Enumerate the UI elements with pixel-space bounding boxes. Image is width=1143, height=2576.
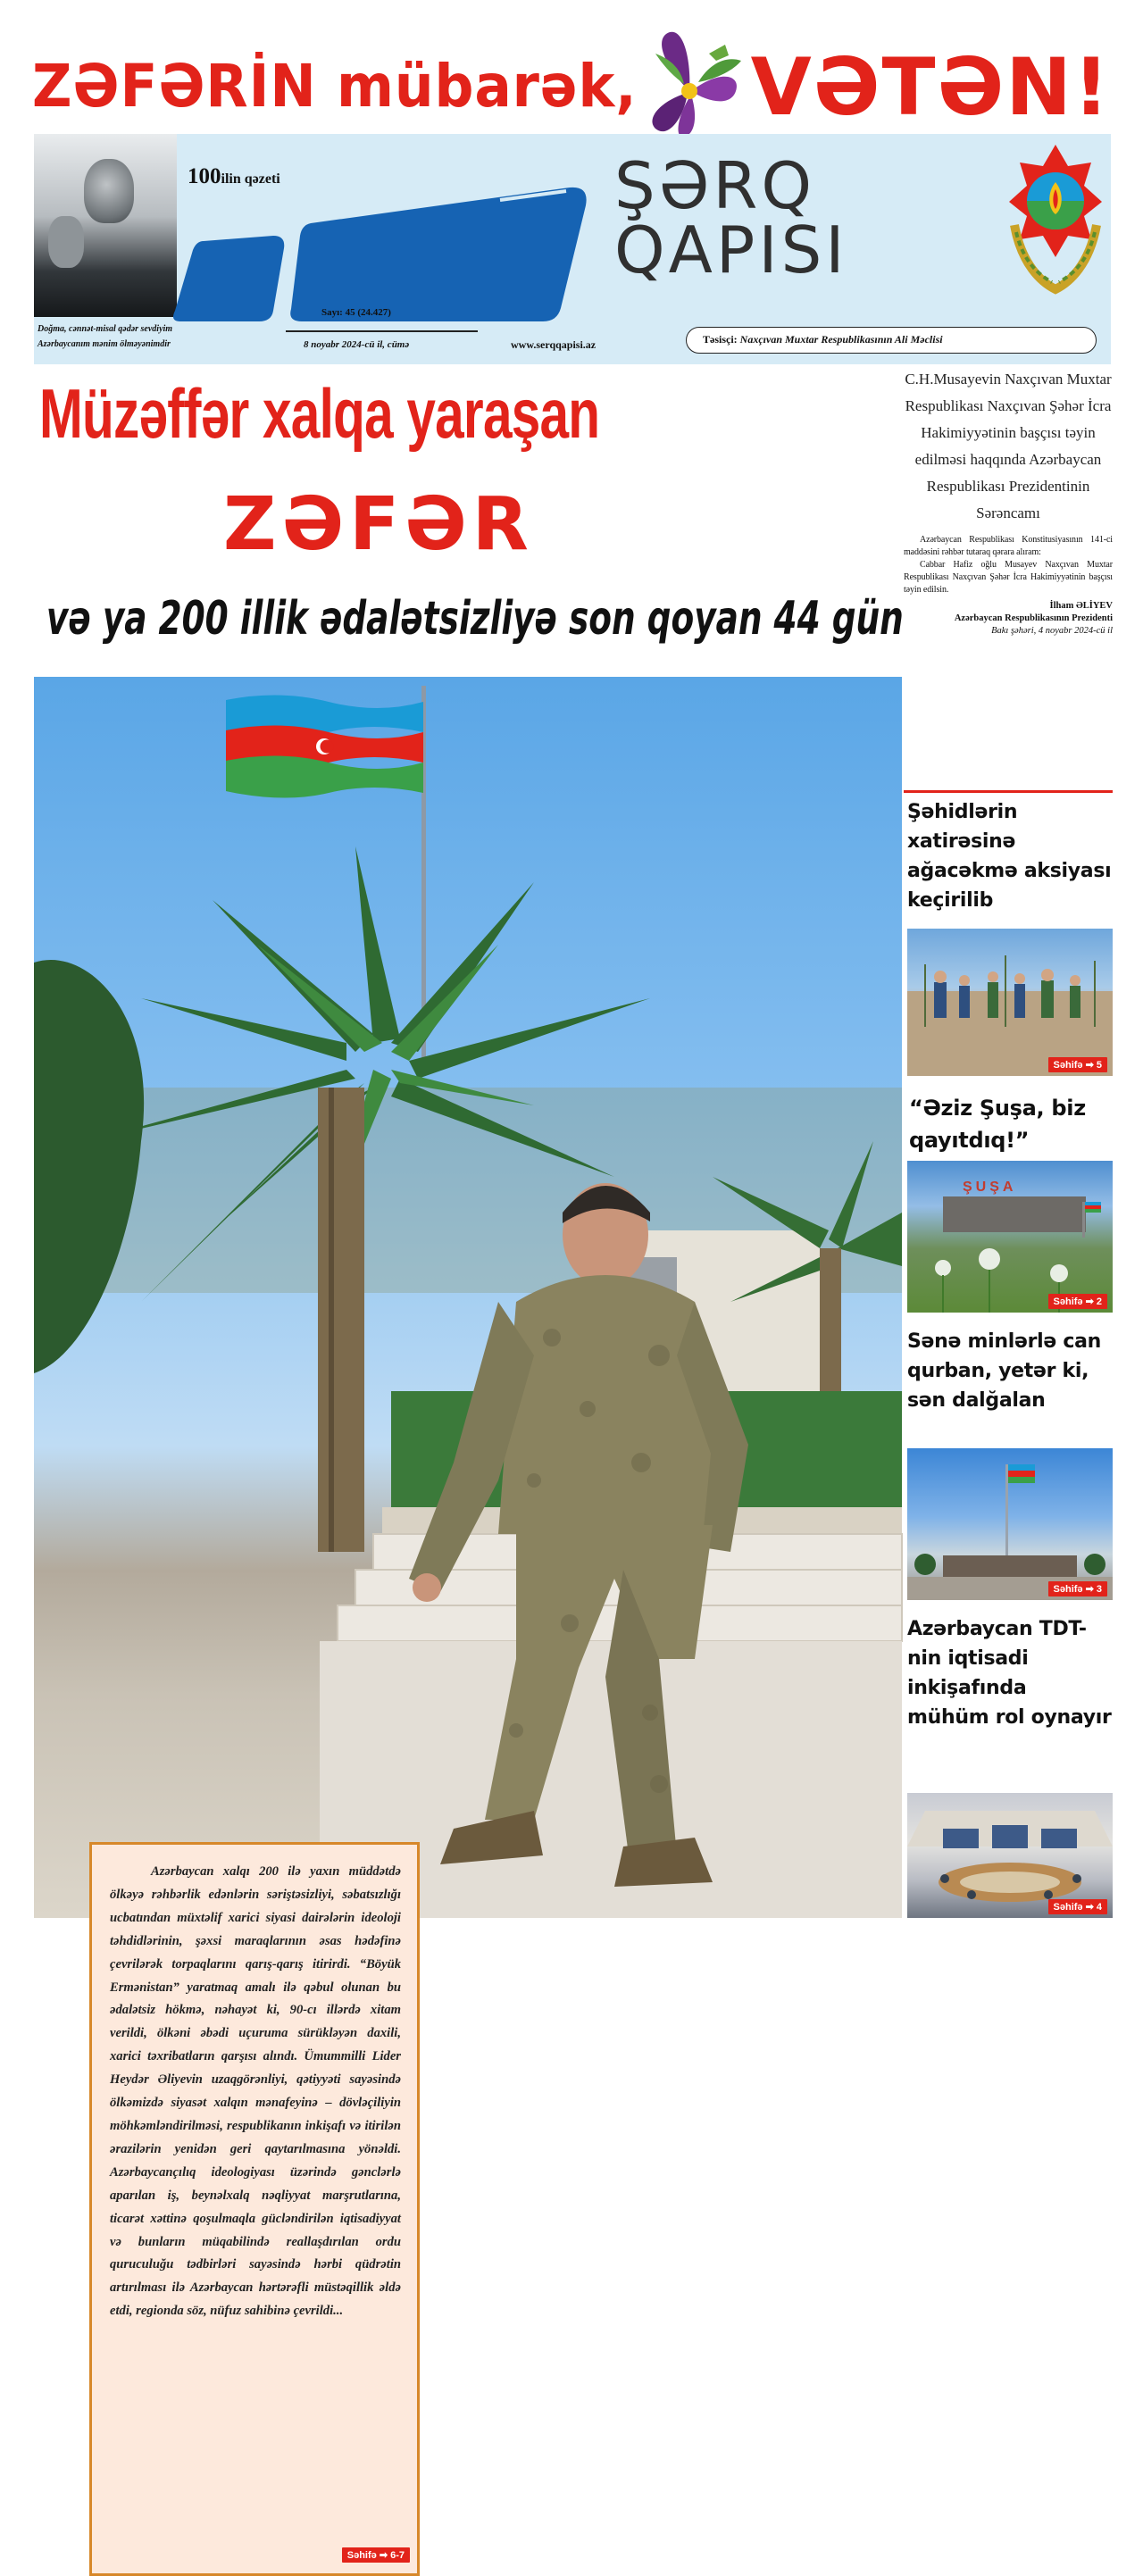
- flower-emblem-icon: [636, 29, 752, 140]
- decree-signer-name: İlham ƏLİYEV: [1049, 601, 1113, 611]
- lead-article-page-link[interactable]: Səhifə ➡ 6-7: [342, 2547, 410, 2563]
- portrait-caption-line2: Azərbaycanım mənim ölməyənimdir: [38, 339, 171, 349]
- story-title-3[interactable]: Sənə minlərlə can qurban, yetər ki, sən dalğalan: [907, 1330, 1102, 1412]
- founder-line: [686, 327, 1097, 354]
- story-title-4[interactable]: Azərbaycan TDT-nin iqtisadi inkişafında mühüm rol oynayır: [907, 1618, 1112, 1729]
- century-badge: [188, 164, 280, 189]
- top-banner: [0, 0, 1143, 134]
- story-image-2[interactable]: [907, 1161, 1113, 1313]
- state-emblem-icon: [1005, 139, 1105, 304]
- headline-line-2: ZƏFƏR: [223, 482, 534, 567]
- website-link[interactable]: www.serqqapisi.az: [511, 338, 597, 351]
- story-image-3[interactable]: [907, 1448, 1113, 1600]
- portrait-hand: [48, 216, 84, 268]
- decree-date: Bakı şəhəri, 4 noyabr 2024-cü il: [991, 626, 1113, 636]
- decree-signer: [904, 600, 1113, 625]
- portrait-photo: [34, 134, 177, 317]
- decree-paragraph-1: Azərbaycan Respublikası Konstitusiyasının 141-ci maddəsini rəhbər tutaraq qərara alıram:: [904, 535, 1113, 557]
- lead-photo-scene: [34, 677, 902, 1918]
- founder-label: Təsisçi:: [703, 333, 738, 346]
- portrait-caption-line1: Doğma, cənnət-misal qədər sevdiyim: [38, 324, 173, 334]
- story-2-page-link[interactable]: Səhifə ➡ 2: [1048, 1294, 1107, 1309]
- decree-signer-title: Azərbaycan Respublikasının Prezidenti: [954, 613, 1113, 623]
- story-title-2[interactable]: “Əziz Şuşa, biz qayıtdıq!”: [909, 1096, 1086, 1153]
- decree-block: [904, 366, 1113, 793]
- decree-divider: [904, 790, 1113, 793]
- century-number: 100: [188, 164, 221, 188]
- portrait-head: [84, 159, 134, 223]
- story-image-2-scene: [907, 1161, 1113, 1313]
- story-1-page-link[interactable]: Səhifə ➡ 5: [1048, 1057, 1107, 1072]
- story-image-4[interactable]: [907, 1793, 1113, 1918]
- founder-text: Naxçıvan Muxtar Respublikasının Ali Məclisi: [739, 333, 943, 346]
- story-image-1[interactable]: [907, 929, 1113, 1076]
- title-line-1: ŞƏRQ: [614, 148, 816, 223]
- decree-title: C.H.Musayevin Naxçıvan Muxtar Respublikası Naxçıvan Şəhər İcra Hakimiyyətinin başçısı təyin edilməsi haqqında Azərbaycan Respublikası Prezidentinin Sərəncamı: [905, 371, 1112, 521]
- banner-homeland: VƏTƏN!: [750, 41, 1111, 133]
- issue-divider: [286, 330, 478, 332]
- decree-paragraph-2: Cabbar Hafiz oğlu Musayev Naxçıvan Muxtar Respublikası Naxçıvan Şəhər İcra Hakimiyyətinin başçısı təyin edilsin.: [904, 560, 1113, 595]
- newspaper-title: [614, 148, 989, 288]
- issue-number: Sayı: 45 (24.427): [321, 307, 391, 318]
- headline-line-1: Müzəffər xalqa yaraşan: [39, 374, 600, 453]
- headline-subtitle: və ya 200 illik ədalətsizliyə son qoyan 44 gün: [46, 592, 904, 646]
- story-image-1-scene: [907, 929, 1113, 1076]
- lead-article-box: [89, 1842, 420, 2576]
- shusha-sign-text: ŞUŞA: [963, 1180, 1017, 1195]
- banner-greeting: ZƏFƏRİN mübarək,: [32, 52, 638, 121]
- story-image-3-scene: [907, 1448, 1113, 1600]
- story-4-page-link[interactable]: Səhifə ➡ 4: [1048, 1899, 1107, 1914]
- issue-date: 8 noyabr 2024-cü il, cümə: [304, 339, 410, 350]
- story-3-page-link[interactable]: Səhifə ➡ 3: [1048, 1581, 1107, 1596]
- title-line-2: QAPISI: [614, 213, 848, 288]
- lead-article-text: Azərbaycan xalqı 200 ilə yaxın müddətdə ölkəyə rəhbərlik edənlərin səriştəsizliyi, səbatsızlığı ucbatından müxtəlif xarici siyasi dairələrin ideoloji təhdidlərinin, şəxsi maraqlarının əsas hədəfinə çevrilərək torpaqlarını qarış-qarış itirirdi. “Böyük Ermənistan” yaratmaq amalı ilə qəbul olunan bu ədalətsiz hökmə, nəhayət ki, 90-cı illərdə xitam verildi, ölkəni əbədi uçuruma sürükləyən daxili, xarici təxribatların qarşısı alındı. Ümummilli Lider Heydər Əliyevin uzaqgörənliyi, qətiyyəti sayəsində ölkəmizdə siyasət xalqın mənafeyinə – dövləçiliyin möhkəmləndirilməsi, respublikanın inkişafı və itirilən ərazilərin yenidən geri qaytarılmasına yönəldi. Azərbaycançılıq ideologiyası üzərində gənclərlə aparılan iş, beynəlxalq nəqliyyat marşrutlarına, ticarət xəttinə qoşulmaqla gücləndirilən iqtisadiyyat və bunların müqabilində reallaşdırılan ordu quruculuğu tədbirləri sayəsində hərbi qüdrətin artırılması ilə Azərbaycan hərtərəfli müstəqillik əldə etdi, regionda söz, nüfuz sahibinə çevrildi...: [110, 1864, 401, 2319]
- story-title-1[interactable]: Şəhidlərin xatirəsinə ağacəkmə aksiyası keçirilib: [907, 801, 1112, 912]
- masthead: [34, 134, 1111, 364]
- decree-body: [904, 534, 1113, 596]
- lead-photo: [34, 677, 902, 2561]
- century-text: ilin qəzeti: [221, 171, 280, 187]
